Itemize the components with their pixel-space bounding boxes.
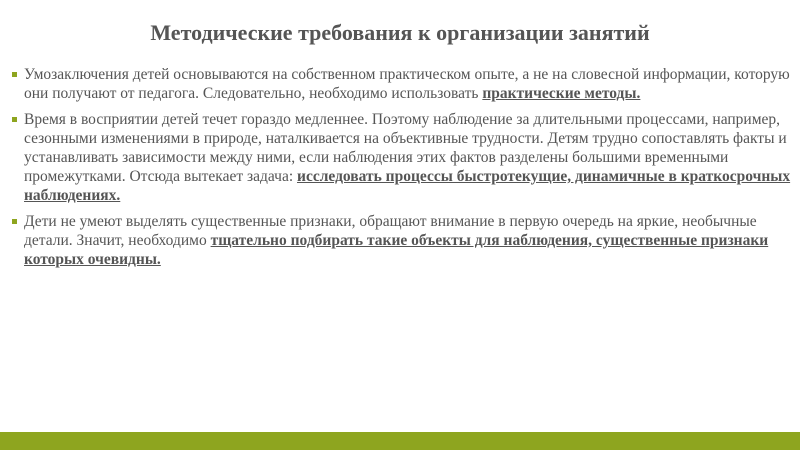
bullet-emphasis-1: практические методы. [482, 85, 641, 102]
bullet-marker-icon [12, 219, 17, 224]
bullet-item-1 [12, 65, 794, 103]
bullet-text-1: Умозаключения детей основываются на собственном практическом опыте, а не на словесной информации, которую они получают от педагога. Следовательно, необходимо использовать [24, 66, 790, 102]
bullet-emphasis-3: тщательно подбирать такие объекты для наблюдения, существенные признаки которых очевидны. [24, 232, 769, 268]
bullet-item-2 [12, 110, 794, 205]
bullet-text-2: Время в восприятии детей течет гораздо медленнее. Поэтому наблюдение за длительными процессами, например, сезонными изменениями в природе, наталкивается на объективные трудности. Детям трудно сопоставлять факты и устанавливать зависимости между ними, если наблюдения этих фактов разделены большими временными промежутками. Отсюда вытекает задача: [24, 111, 787, 185]
bullet-item-3 [12, 212, 794, 269]
bullet-emphasis-2: исследовать процессы быстротекущие, динамичные в краткосрочных наблюдениях. [24, 168, 791, 204]
bullet-marker-icon [12, 72, 17, 77]
bullet-text-3: Дети не умеют выделять существенные признаки, обращают внимание в первую очередь на яркие, необычные детали. Значит, необходимо [24, 213, 757, 249]
slide-title: Методические требования к организации занятий [150, 20, 650, 45]
bullet-marker-icon [12, 117, 17, 122]
footer-accent-bar [0, 432, 800, 450]
bullet-list [12, 65, 794, 276]
